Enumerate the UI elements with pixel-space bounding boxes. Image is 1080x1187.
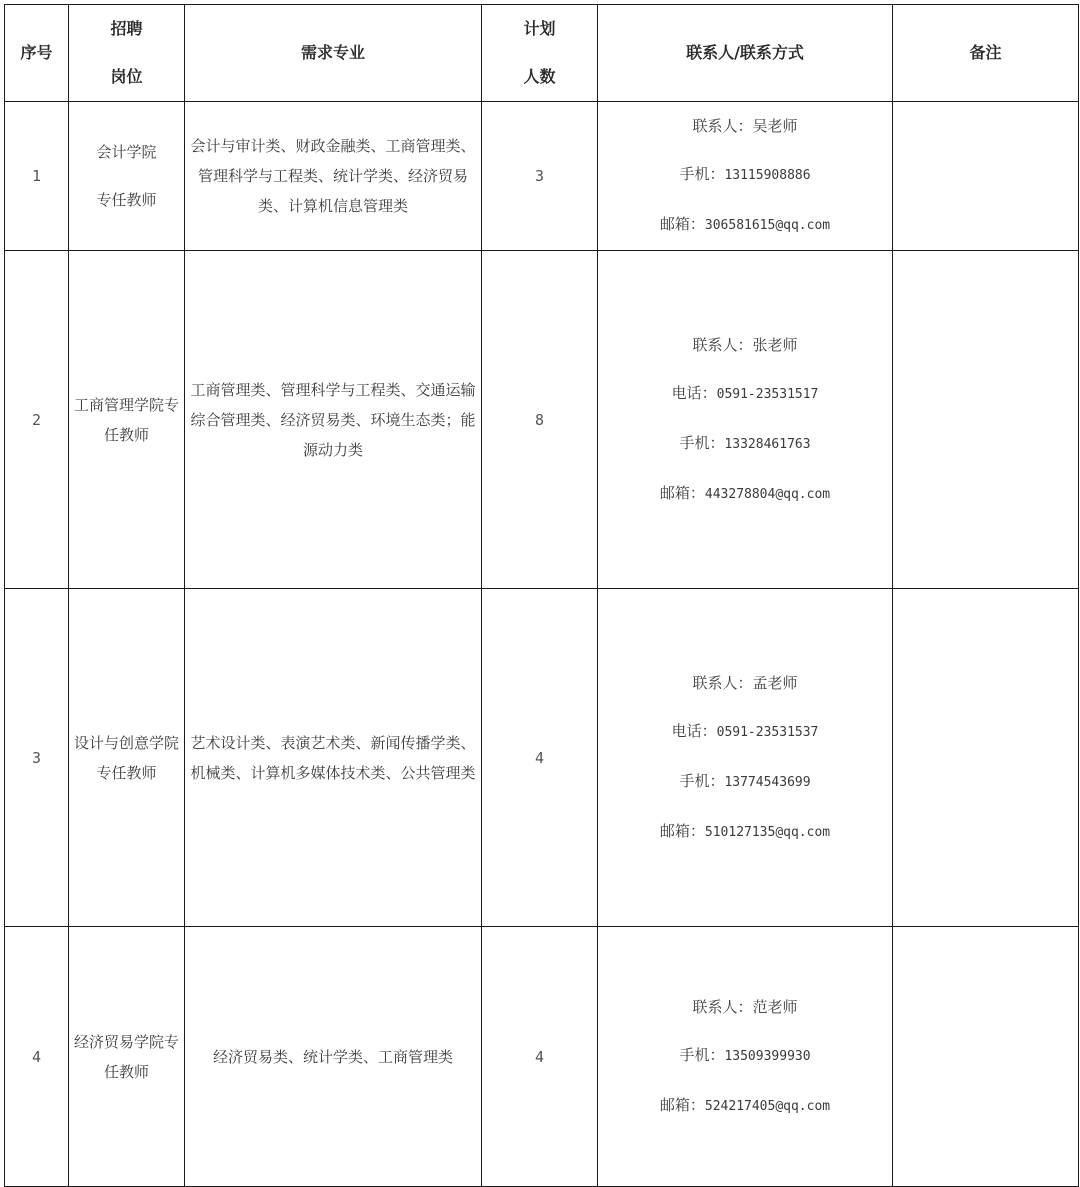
contact-person: 联系人：范老师 bbox=[692, 997, 798, 1016]
row-post-line2: 任教师 bbox=[103, 1062, 149, 1081]
header-row bbox=[5, 5, 1079, 102]
row-post bbox=[69, 927, 185, 1187]
contact-email: 邮箱：443278804@qq.com bbox=[659, 483, 831, 502]
row-index: 3 bbox=[5, 589, 69, 927]
row-count: 4 bbox=[482, 927, 598, 1187]
row-contact bbox=[598, 927, 893, 1187]
row-index: 1 bbox=[5, 102, 69, 251]
row-remark bbox=[893, 102, 1079, 251]
row-post-line2: 专任教师 bbox=[96, 191, 157, 209]
header-count-line2: 人数 bbox=[523, 67, 556, 86]
row-post-line2: 专任教师 bbox=[96, 763, 157, 782]
row-index: 4 bbox=[5, 927, 69, 1187]
contact-mobile: 手机：13328461763 bbox=[679, 433, 811, 452]
table-row bbox=[5, 251, 1079, 589]
contact-email: 邮箱：524217405@qq.com bbox=[659, 1095, 831, 1114]
row-post-line2: 任教师 bbox=[103, 425, 149, 444]
header-count-line1: 计划 bbox=[523, 19, 556, 38]
row-major: 工商管理类、管理科学与工程类、交通运输综合管理类、经济贸易类、环境生态类；能源动力类 bbox=[185, 251, 482, 589]
header-count bbox=[482, 5, 598, 102]
header-contact: 联系人/联系方式 bbox=[598, 5, 893, 102]
contact-person: 联系人：张老师 bbox=[692, 335, 798, 354]
row-post bbox=[69, 589, 185, 927]
recruitment-table bbox=[4, 4, 1079, 1187]
row-contact bbox=[598, 102, 893, 251]
row-major: 会计与审计类、财政金融类、工商管理类、管理科学与工程类、统计学类、经济贸易类、计算机信息管理类 bbox=[185, 102, 482, 251]
row-count: 8 bbox=[482, 251, 598, 589]
row-count: 4 bbox=[482, 589, 598, 927]
contact-mobile: 手机：13509399930 bbox=[679, 1045, 811, 1064]
header-index: 序号 bbox=[5, 5, 69, 102]
row-post-line1: 设计与创意学院 bbox=[73, 733, 179, 752]
table-row bbox=[5, 102, 1079, 251]
contact-person: 联系人：孟老师 bbox=[692, 673, 798, 692]
header-post bbox=[69, 5, 185, 102]
contact-mobile: 手机：13115908886 bbox=[679, 165, 811, 183]
table-row bbox=[5, 589, 1079, 927]
contact-phone: 电话：0591-23531537 bbox=[671, 721, 819, 740]
row-remark bbox=[893, 927, 1079, 1187]
row-remark bbox=[893, 251, 1079, 589]
header-major: 需求专业 bbox=[185, 5, 482, 102]
row-count: 3 bbox=[482, 102, 598, 251]
row-remark bbox=[893, 589, 1079, 927]
contact-email: 邮箱：306581615@qq.com bbox=[659, 215, 831, 233]
contact-person: 联系人：吴老师 bbox=[692, 117, 798, 135]
contact-phone: 电话：0591-23531517 bbox=[671, 383, 819, 402]
row-post-line1: 工商管理学院专 bbox=[73, 395, 179, 414]
table-row bbox=[5, 927, 1079, 1187]
contact-mobile: 手机：13774543699 bbox=[679, 771, 811, 790]
row-post-line1: 经济贸易学院专 bbox=[73, 1032, 179, 1051]
row-index: 2 bbox=[5, 251, 69, 589]
header-post-line2: 岗位 bbox=[110, 67, 143, 86]
row-contact bbox=[598, 589, 893, 927]
row-post bbox=[69, 251, 185, 589]
row-major: 经济贸易类、统计学类、工商管理类 bbox=[185, 927, 482, 1187]
row-major: 艺术设计类、表演艺术类、新闻传播学类、机械类、计算机多媒体技术类、公共管理类 bbox=[185, 589, 482, 927]
contact-email: 邮箱：510127135@qq.com bbox=[659, 821, 831, 840]
row-contact bbox=[598, 251, 893, 589]
header-post-line1: 招聘 bbox=[110, 19, 143, 38]
row-post-line1: 会计学院 bbox=[96, 143, 157, 161]
header-remark: 备注 bbox=[893, 5, 1079, 102]
row-post bbox=[69, 102, 185, 251]
